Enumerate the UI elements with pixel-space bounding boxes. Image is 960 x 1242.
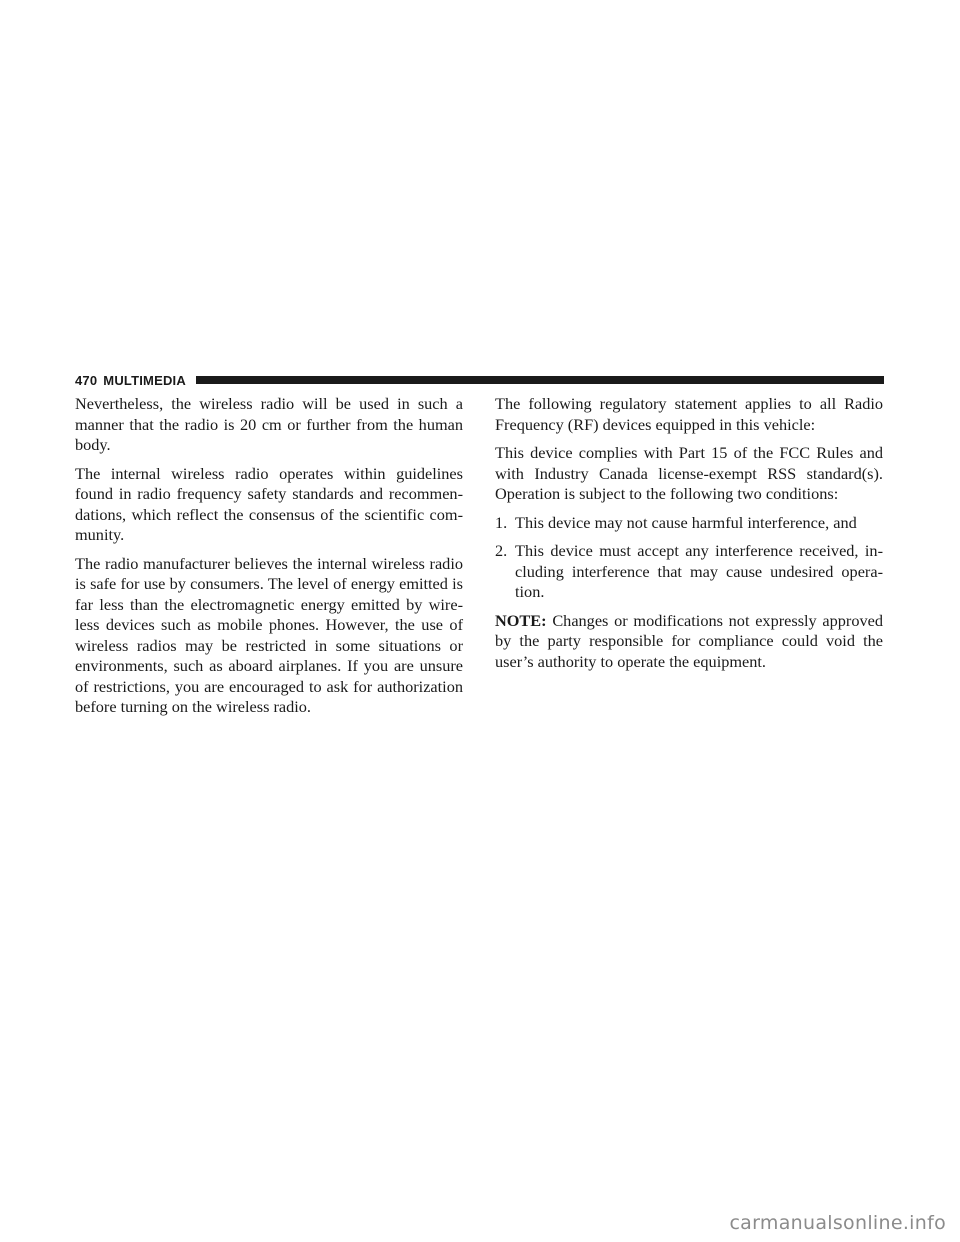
paragraph: The following regulatory statement applies to all Radio Frequency (RF) devices equipped in this vehicle: — [495, 394, 883, 434]
note-paragraph — [495, 611, 883, 673]
list-number: 1. — [495, 512, 508, 532]
watermark: carmanualsonline.info — [729, 1212, 946, 1234]
list-item — [495, 513, 883, 534]
paragraph: The radio manufacturer believes the internal wireless radio is safe for use by consumers. The level of energy emitted is far less than the electromagnetic energy emitted by wire-less devices such as mobile phones. However, the use of wireless radios may be restricted in some situations or environments, such as aboard airplanes. If you are unsure of restrictions, you are encouraged to ask for authorization before turning on the wireless radio. — [75, 553, 463, 716]
page-header — [75, 371, 884, 389]
right-column — [495, 394, 883, 680]
paragraph: The internal wireless radio operates within guidelines found in radio frequency safety standards and recommen-dations, which reflect the consensus of the scientific com-munity. — [75, 463, 463, 544]
paragraph: This device complies with Part 15 of the FCC Rules and with Industry Canada license-exempt RSS standard(s). Operation is subject to the following two conditions: — [495, 443, 883, 503]
list-text: This device may not cause harmful interference, and — [515, 512, 857, 532]
section-title: MULTIMEDIA — [103, 372, 186, 388]
header-rule — [196, 376, 884, 384]
note-label: NOTE: — [495, 610, 547, 630]
list-text: This device must accept any interference received, in-cluding interference that may cause undesired opera-tion. — [515, 541, 883, 601]
left-column — [75, 394, 463, 726]
list-number: 2. — [495, 541, 508, 560]
paragraph: Nevertheless, the wireless radio will be used in such a manner that the radio is 20 cm or further from the human body. — [75, 394, 463, 454]
list-item — [495, 541, 883, 603]
note-text: Changes or modifications not expressly approved by the party responsible for compliance could void the user’s authority to operate the equipment. — [495, 610, 883, 671]
page-number: 470 — [75, 372, 98, 388]
